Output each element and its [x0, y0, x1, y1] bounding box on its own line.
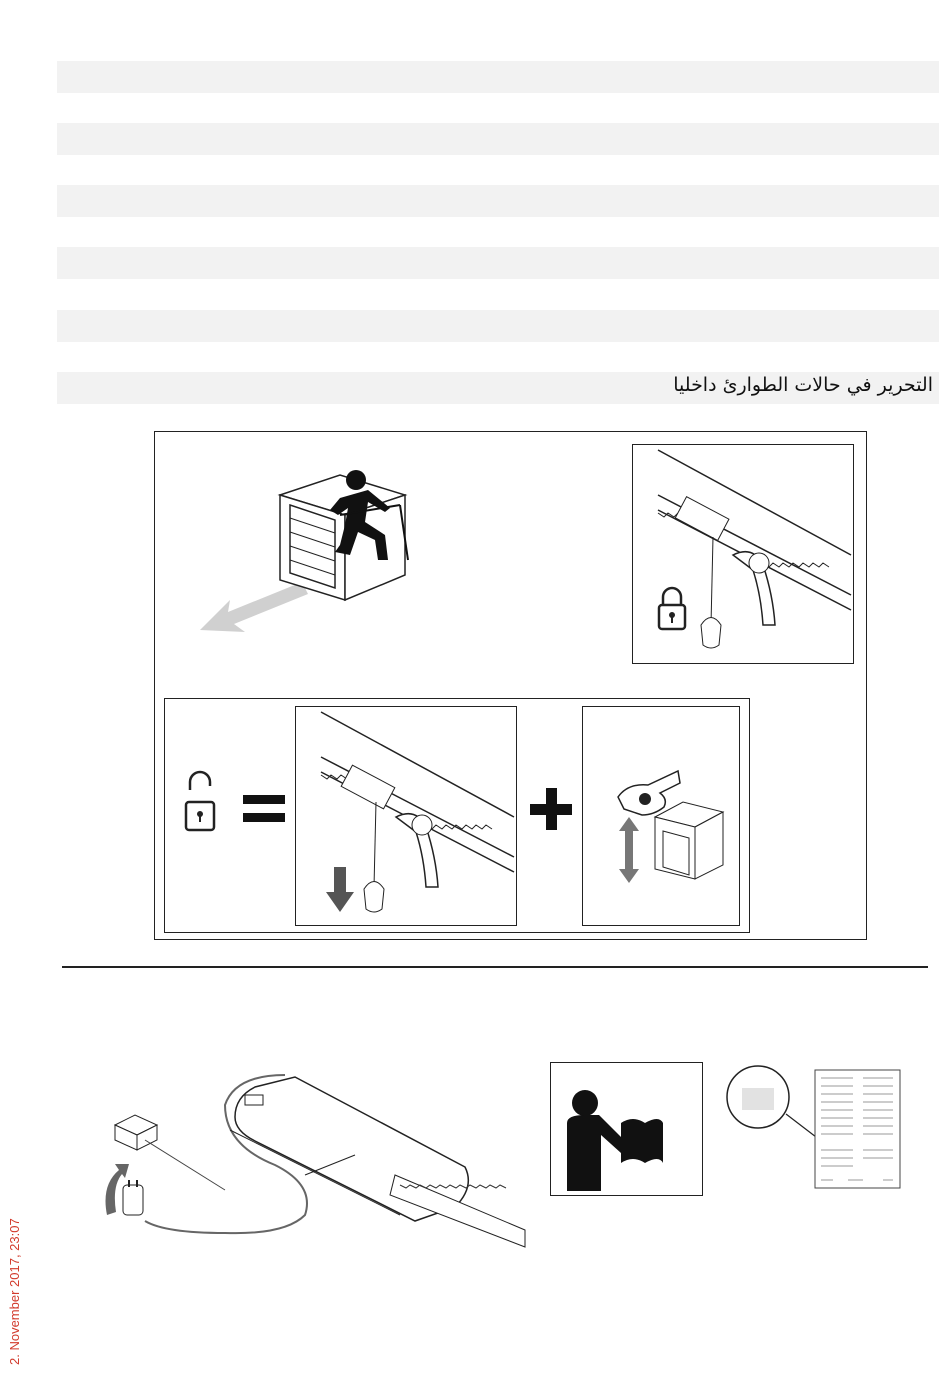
closed-lock-icon	[659, 588, 685, 629]
plus-icon	[530, 788, 574, 832]
section-heading	[57, 372, 939, 404]
document-reference-illustration	[718, 1062, 908, 1197]
open-lock-icon	[182, 770, 222, 840]
up-down-arrow-icon	[619, 817, 639, 883]
operator-power-illustration	[95, 1055, 525, 1255]
blank-band-1	[57, 61, 939, 93]
blank-band-5	[57, 310, 939, 342]
manual-door-illustration	[583, 707, 737, 923]
plug-icon	[123, 1180, 143, 1215]
section-divider	[62, 966, 928, 968]
blank-band-3	[57, 185, 939, 217]
equals-icon	[243, 795, 287, 825]
section-heading-text: التحرير في حالات الطوارئ داخليا	[673, 374, 933, 396]
reader-icon	[551, 1063, 701, 1193]
ceiling-socket-icon	[115, 1115, 225, 1190]
blank-band-2	[57, 123, 939, 155]
print-timestamp: 2. November 2017, 23:07	[7, 1218, 22, 1365]
pull-down-arrow-icon	[326, 867, 354, 912]
locked-trolley-illustration	[633, 445, 851, 661]
blank-band-4	[57, 247, 939, 279]
pull-cord-illustration	[296, 707, 514, 923]
garage-exit-illustration	[190, 460, 430, 640]
exit-arrow-icon	[200, 582, 308, 632]
